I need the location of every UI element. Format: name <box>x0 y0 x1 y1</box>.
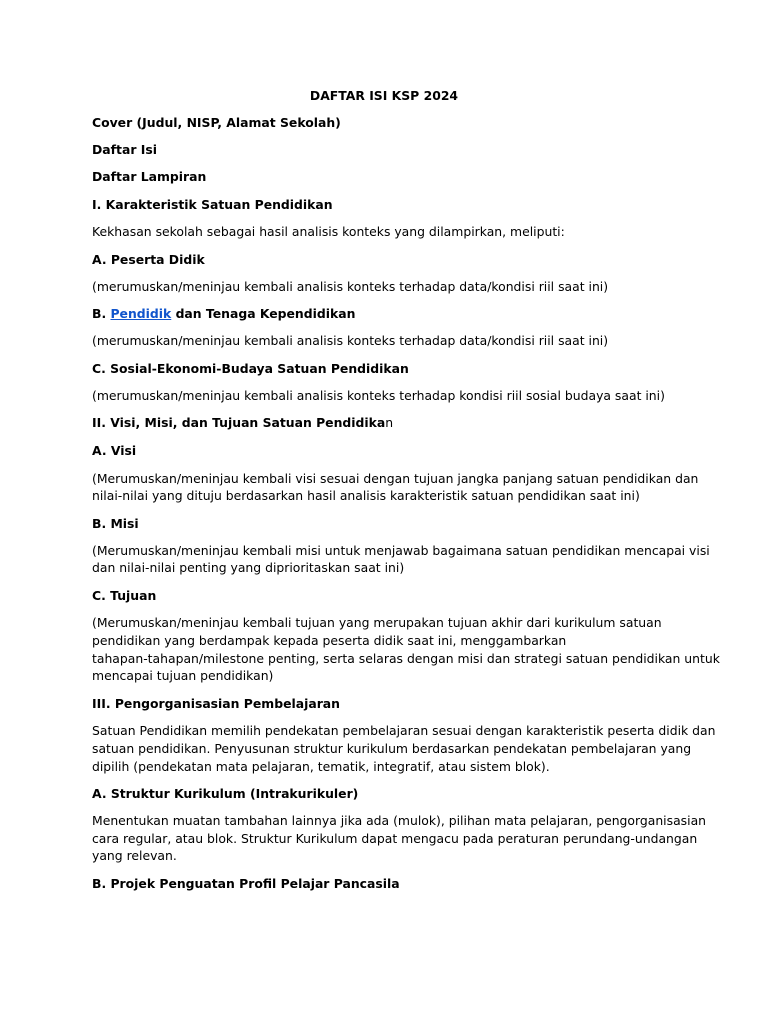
pendidik-link[interactable]: Pendidik <box>110 306 172 321</box>
section-1c-heading: C. Sosial-Ekonomi-Budaya Satuan Pendidikan <box>92 361 409 376</box>
section-3-text-line-1: Satuan Pendidikan memilih pendekatan pembelajaran sesuai dengan karakteristik peserta didik dan <box>92 723 716 738</box>
toc-item-daftar-isi: Daftar Isi <box>92 142 157 157</box>
section-2-heading-tail: n <box>385 415 394 430</box>
section-3-heading: III. Pengorganisasian Pembelajaran <box>92 696 340 711</box>
section-2c-text-line-1: (Merumuskan/meninjau kembali tujuan yang merupakan tujuan akhir dari kurikulum satuan <box>92 615 662 630</box>
section-3a-text-line-2: cara regular, atau blok. Struktur Kurikulum dapat mengacu pada peraturan perundang-undangan <box>92 831 698 846</box>
section-1b-suffix: dan Tenaga Kependidikan <box>171 306 356 321</box>
section-1a-text: (merumuskan/meninjau kembali analisis konteks terhadap data/kondisi riil saat ini) <box>92 279 609 294</box>
section-3b-heading: B. Projek Penguatan Profil Pelajar Pancasila <box>92 876 400 891</box>
section-2-heading <box>92 414 682 432</box>
section-1-intro: Kekhasan sekolah sebagai hasil analisis konteks yang dilampirkan, meliputi: <box>92 224 565 239</box>
section-1a-heading: A. Peserta Didik <box>92 252 205 267</box>
section-3a-heading: A. Struktur Kurikulum (Intrakurikuler) <box>92 786 359 801</box>
section-3-text-line-2: satuan pendidikan. Penyusunan struktur kurikulum berdasarkan pendekatan pembelajaran yang <box>92 741 692 756</box>
section-2-heading-bold: II. Visi, Misi, dan Tujuan Satuan Pendidika <box>92 415 386 430</box>
section-2a-text-line-2: nilai-nilai yang dituju berdasarkan hasil analisis karakteristik satuan pendidikan saat ini) <box>92 488 640 503</box>
document-title: DAFTAR ISI KSP 2024 <box>309 88 459 103</box>
section-1-heading: I. Karakteristik Satuan Pendidikan <box>92 197 333 212</box>
toc-item-daftar-lampiran: Daftar Lampiran <box>92 169 207 184</box>
section-2c-text-line-2: pendidikan yang berdampak kepada peserta didik saat ini, menggambarkan <box>92 633 567 648</box>
section-2a-text-line-1: (Merumuskan/meninjau kembali visi sesuai dengan tujuan jangka panjang satuan pendidikan dan <box>92 471 699 486</box>
section-3a-text-line-1: Menentukan muatan tambahan lainnya jika ada (mulok), pilihan mata pelajaran, pengorganisasian <box>92 813 707 828</box>
toc-item-cover: Cover (Judul, NISP, Alamat Sekolah) <box>92 115 341 130</box>
section-3-text-line-3: dipilih (pendekatan mata pelajaran, tematik, integratif, atau sistem blok). <box>92 759 550 774</box>
section-1b-prefix: B. <box>92 306 111 321</box>
section-1b-text: (merumuskan/meninjau kembali analisis konteks terhadap data/kondisi riil saat ini) <box>92 333 609 348</box>
section-2c-heading: C. Tujuan <box>92 588 157 603</box>
section-2b-text-line-2: dan nilai-nilai penting yang diprioritaskan saat ini) <box>92 560 405 575</box>
section-2b-text-line-1: (Merumuskan/meninjau kembali misi untuk menjawab bagaimana satuan pendidikan mencapai visi <box>92 543 710 558</box>
section-2a-heading: A. Visi <box>92 443 137 458</box>
section-1c-text: (merumuskan/meninjau kembali analisis konteks terhadap kondisi riil sosial budaya saat ini) <box>92 388 665 403</box>
section-2c-text-line-3: tahapan-tahapan/milestone penting, serta selaras dengan misi dan strategi satuan pendidikan untuk <box>92 651 720 666</box>
section-2b-heading: B. Misi <box>92 516 139 531</box>
section-1b-heading <box>92 305 682 323</box>
section-2c-text-line-4: mencapai tujuan pendidikan) <box>92 668 274 683</box>
section-3a-text-line-3: yang relevan. <box>92 848 177 863</box>
